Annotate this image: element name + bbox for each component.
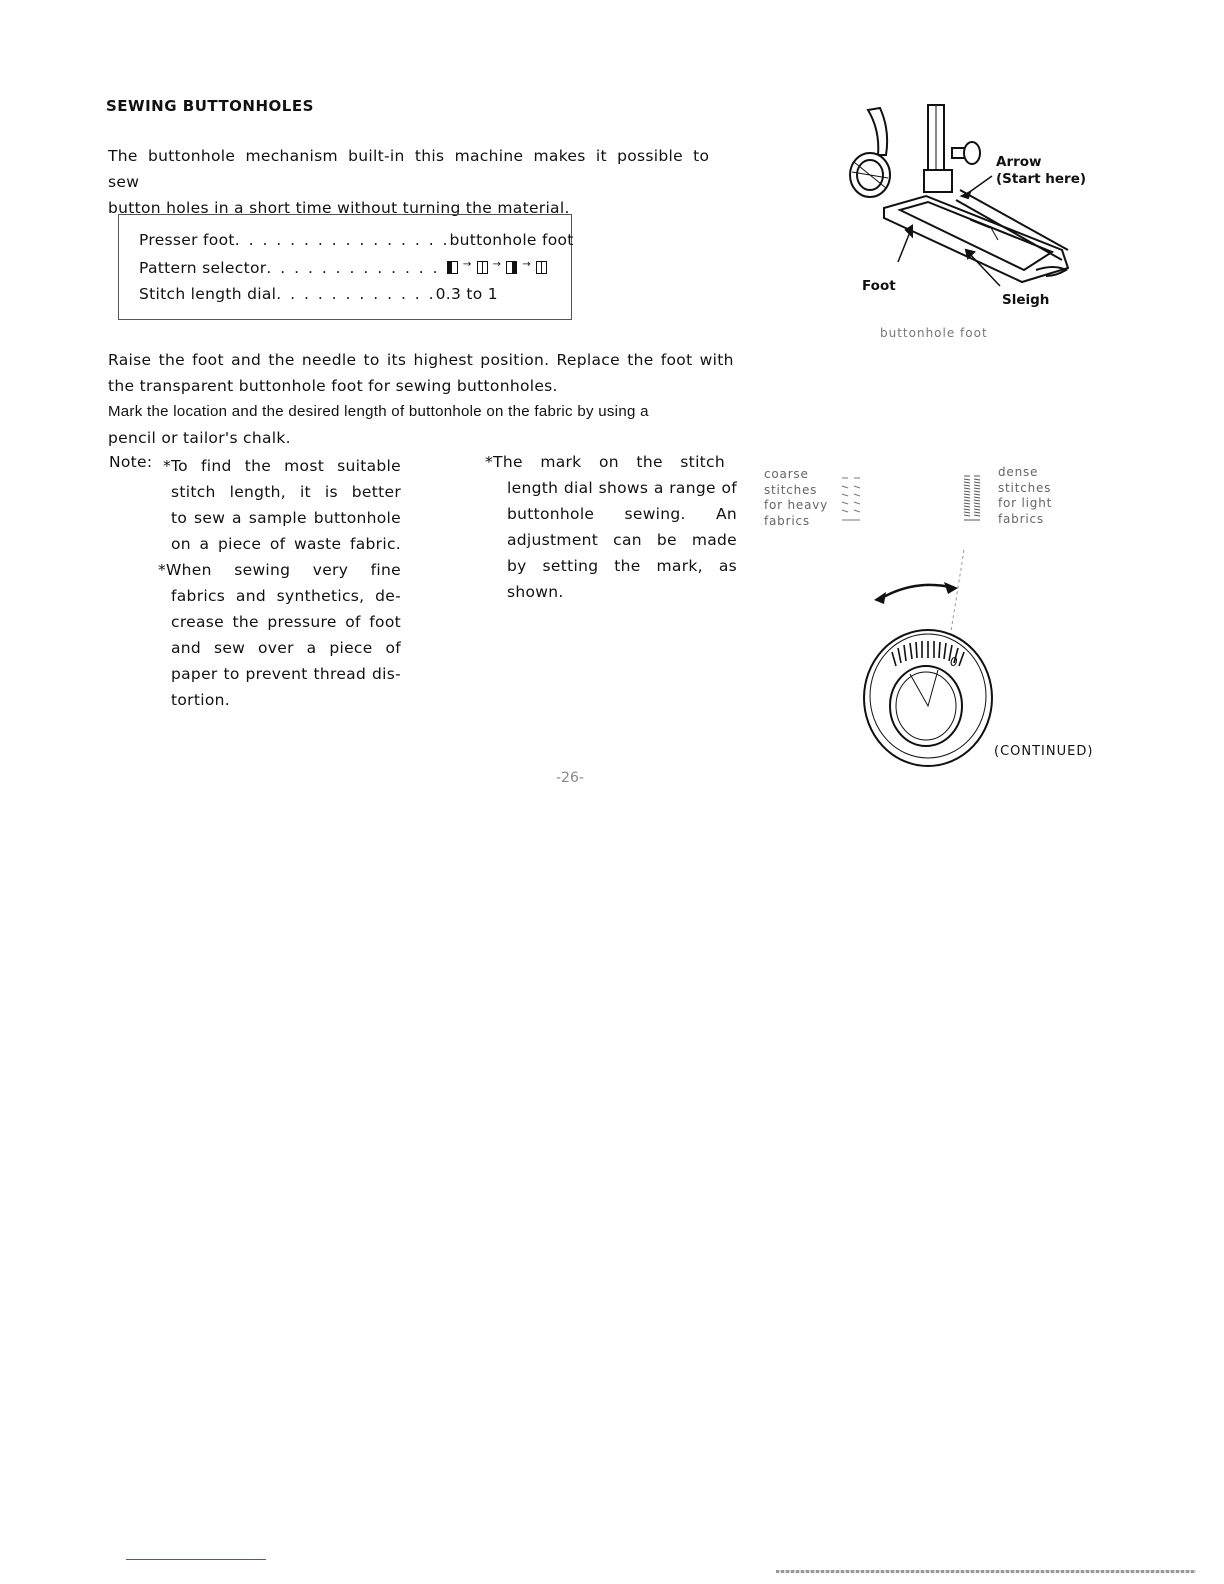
- intro-paragraph: [108, 143, 748, 221]
- note-column: [158, 453, 401, 713]
- note-line: fabrics and synthetics, de-: [171, 587, 401, 605]
- presser-foot-value: buttonhole foot: [449, 231, 574, 249]
- instruction-line: the transparent buttonhole foot for sewing buttonholes.: [108, 377, 558, 395]
- instruction-line: Mark the location and the desired length of buttonhole on the fabric by using a: [108, 403, 649, 420]
- coarse-stitch-sample: [842, 478, 860, 520]
- pattern-right-bar-icon: [506, 261, 517, 274]
- note-line: adjustment can be made: [507, 531, 737, 549]
- note-line: length dial shows a range of: [507, 479, 737, 497]
- note-line: buttonhole sewing. An: [507, 505, 737, 523]
- foot-label: Foot: [862, 278, 896, 294]
- label-line: stitches: [998, 480, 1052, 495]
- note-line: *To find the most suitable: [163, 457, 401, 475]
- page-heading: SEWING BUTTONHOLES: [106, 97, 314, 115]
- pattern-bartack-icon: [536, 261, 547, 274]
- dial-zero-mark: 0: [950, 655, 958, 669]
- label-line: stitches: [764, 482, 818, 497]
- page-number: -26-: [556, 770, 584, 786]
- label-line: for heavy: [764, 498, 829, 512]
- intro-line: The buttonhole mechanism built-in this machine makes it possible to sew: [108, 147, 710, 191]
- note-line: tortion.: [171, 691, 230, 709]
- instructions-paragraph: [108, 347, 758, 451]
- stitch-dial-illustration: [830, 470, 1010, 770]
- pattern-left-bar-icon: [447, 261, 458, 274]
- settings-box: [118, 214, 572, 320]
- divider: [776, 1570, 1196, 1573]
- leader-dots: . . . . . . . . . . . . .: [266, 259, 440, 277]
- figure-caption: buttonhole foot: [880, 326, 988, 340]
- note-line: paper to prevent thread dis-: [171, 665, 401, 683]
- coarse-stitches-label: [764, 467, 828, 529]
- arrow-icon: →: [462, 259, 472, 270]
- stitch-dial-figure: [830, 470, 1010, 770]
- label-line: dense: [998, 465, 1039, 479]
- pattern-selector-row: [139, 259, 549, 277]
- arrow-icon: →: [522, 259, 531, 270]
- label-line: coarse: [764, 467, 809, 481]
- pattern-selector-label: Pattern selector: [139, 259, 267, 277]
- label-line: for light: [998, 496, 1053, 510]
- dense-stitch-sample: [964, 476, 980, 520]
- label-line: fabrics: [764, 513, 810, 528]
- arrow-icon: →: [492, 259, 502, 270]
- intro-line: button holes in a short time without turning the material.: [108, 199, 570, 217]
- note-line: to sew a sample buttonhole: [171, 509, 401, 527]
- note-line: and sew over a piece of: [171, 639, 401, 657]
- stitch-length-row: [139, 285, 498, 303]
- note-label: Note:: [109, 453, 153, 471]
- stitch-length-dial: [864, 630, 992, 766]
- instruction-line: Raise the foot and the needle to its highest position. Replace the foot with: [108, 351, 734, 369]
- dial-note-column: [485, 449, 737, 605]
- label-line: fabrics: [998, 511, 1044, 526]
- sleigh-label: Sleigh: [1002, 292, 1050, 308]
- note-line: shown.: [507, 583, 564, 601]
- instruction-line: pencil or tailor's chalk.: [108, 429, 291, 447]
- continued-label: (CONTINUED): [994, 744, 1094, 759]
- note-line: by setting the mark, as: [507, 557, 737, 575]
- start-here-label: (Start here): [996, 171, 1087, 187]
- divider: [126, 1559, 266, 1560]
- stitch-length-value: 0.3 to 1: [435, 285, 498, 303]
- leader-dots: . . . . . . . . . . . . . . . .: [234, 231, 450, 249]
- note-line: *When sewing very fine: [158, 561, 401, 579]
- note-line: *The mark on the stitch: [485, 453, 725, 471]
- presser-foot-label: Presser foot: [139, 231, 235, 249]
- leader-dots: . . . . . . . . . . . .: [276, 285, 436, 303]
- note-line: stitch length, it is better: [171, 483, 401, 501]
- presser-foot-row: [139, 231, 574, 249]
- arrow-label: Arrow: [996, 154, 1042, 170]
- note-line: on a piece of waste fabric.: [171, 535, 401, 553]
- pattern-bartack-icon: [477, 261, 488, 274]
- note-line: crease the pressure of foot: [171, 613, 401, 631]
- stitch-length-label: Stitch length dial: [139, 285, 277, 303]
